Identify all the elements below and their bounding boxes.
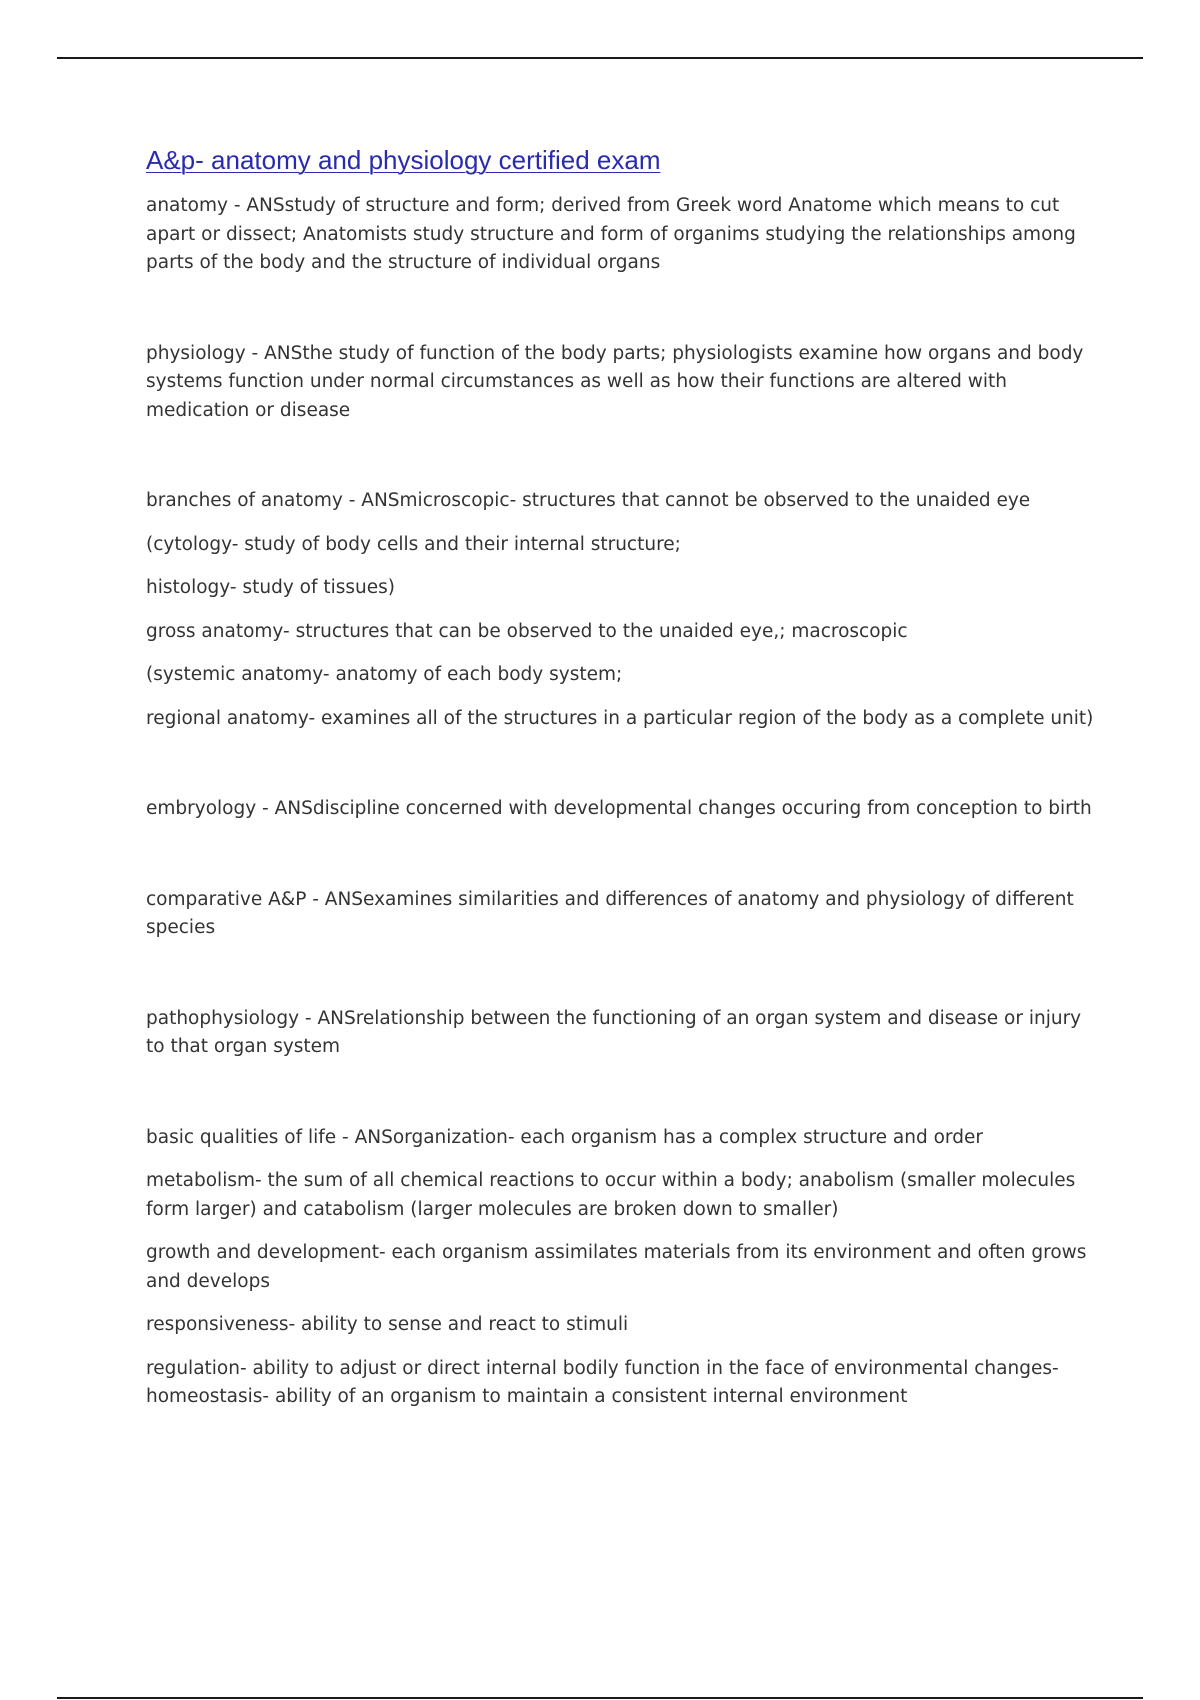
entry-physiology	[146, 340, 1096, 426]
entry-paragraph: metabolism- the sum of all chemical reactions to occur within a body; anabolism (smaller molecules form larger) and catabolism (larger molecules are broken down to smaller)	[146, 1170, 1076, 1220]
entry-paragraph: anatomy - ANSstudy of structure and form; derived from Greek word Anatome which means to cut apart or dissect; Anatomists study structure and form of organims studying the relationships among parts of the body and the structure of individual organs	[146, 195, 1076, 273]
entry-pathophysiology	[146, 1005, 1096, 1062]
entry-paragraph: (systemic anatomy- anatomy of each body system;	[146, 664, 623, 685]
entry-paragraph: growth and development- each organism assimilates materials from its environment and often grows and develops	[146, 1242, 1087, 1292]
entry-paragraph: histology- study of tissues)	[146, 577, 395, 598]
footer-rule	[57, 1697, 1143, 1699]
entry-basic-qualities-of-life	[146, 1124, 1096, 1412]
entry-paragraph: basic qualities of life - ANSorganization- each organism has a complex structure and order	[146, 1126, 983, 1148]
entry-paragraph: regional anatomy- examines all of the structures in a particular region of the body as a complete unit)	[146, 707, 1094, 729]
entry-paragraph: (cytology- study of body cells and their internal structure;	[146, 533, 681, 555]
entry-paragraph: responsiveness- ability to sense and react to stimuli	[146, 1314, 629, 1335]
entry-paragraph: physiology - ANSthe study of function of the body parts; physiologists examine how organs and body systems function under normal circumstances as well as how their functions are altered with medication or disease	[146, 342, 1084, 421]
entry-paragraph: pathophysiology - ANSrelationship between the functioning of an organ system and disease or injury to that organ system	[146, 1007, 1082, 1057]
entry-comparative-ap	[146, 886, 1096, 943]
entry-paragraph: embryology - ANSdiscipline concerned with developmental changes occuring from conception to birth	[146, 798, 1092, 819]
entry-paragraph: branches of anatomy - ANSmicroscopic- structures that cannot be observed to the unaided eye	[146, 490, 1031, 511]
entry-paragraph: comparative A&P - ANSexamines similarities and differences of anatomy and physiology of different species	[146, 888, 1074, 938]
entry-anatomy	[146, 192, 1096, 278]
entry-paragraph: regulation- ability to adjust or direct internal bodily function in the face of environmental changes- homeostasis- ability of an organism to maintain a consistent internal environment	[146, 1357, 1059, 1407]
document-title[interactable]: A&p- anatomy and physiology certified exam	[146, 145, 661, 175]
entry-paragraph: gross anatomy- structures that can be observed to the unaided eye,; macroscopic	[146, 620, 908, 642]
document-body	[146, 142, 1096, 1412]
entry-embryology	[146, 795, 1096, 824]
entry-branches-of-anatomy	[146, 487, 1096, 733]
header-rule	[57, 57, 1143, 59]
